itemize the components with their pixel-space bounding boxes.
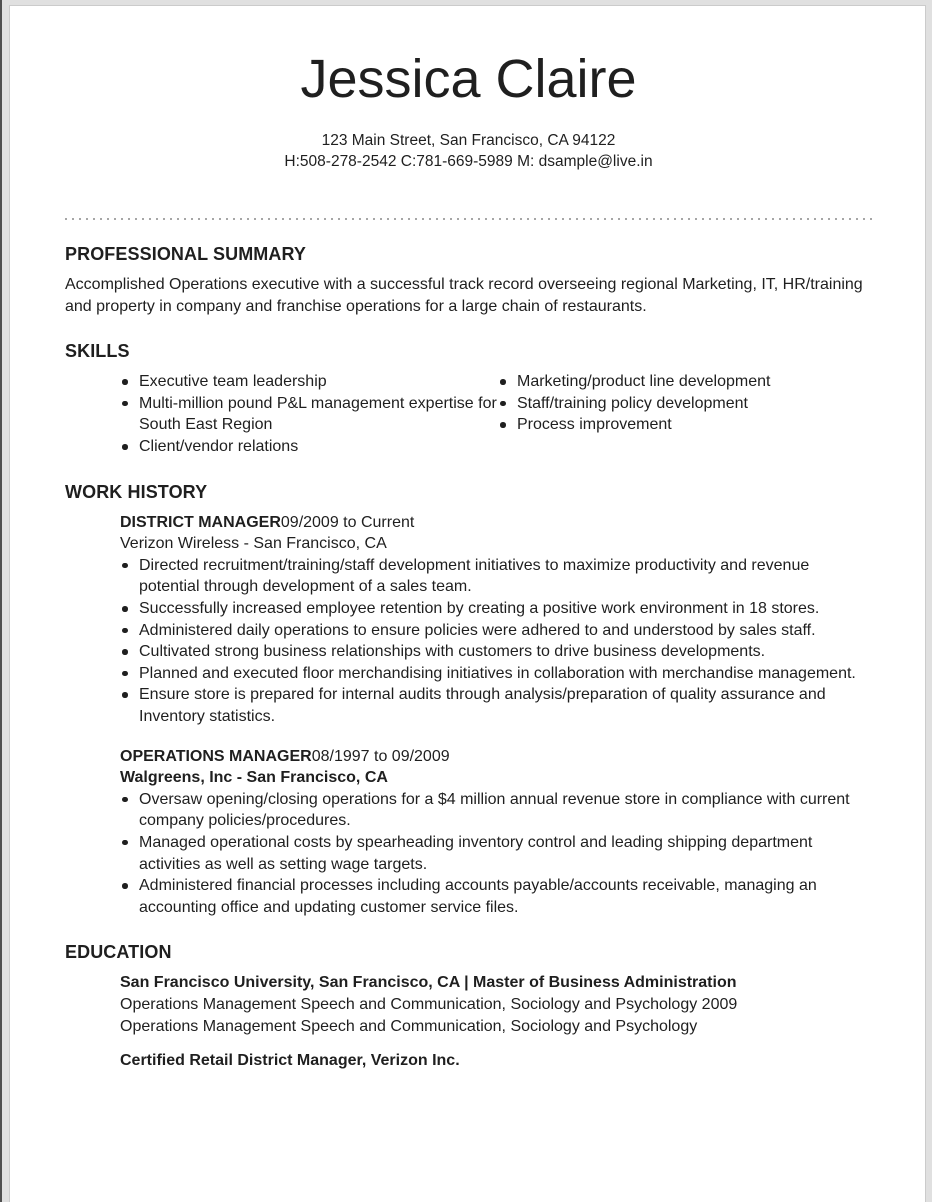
resume-page — [9, 5, 926, 1202]
section-skills — [65, 341, 872, 457]
contact-address: 123 Main Street, San Francisco, CA 94122 — [321, 132, 616, 150]
skill-item: Staff/training policy development — [498, 393, 872, 415]
education-heading: EDUCATION — [65, 942, 172, 963]
job-title: OPERATIONS MANAGER — [120, 747, 312, 765]
window-left-edge — [0, 0, 2, 1202]
job-title-line — [120, 512, 872, 534]
education-block — [120, 972, 872, 1071]
job-entry-operations-manager — [120, 746, 872, 919]
skills-list-left — [120, 371, 498, 457]
education-degree-line: San Francisco University, San Francisco, CA | Master of Business Administration — [120, 974, 737, 992]
education-detail-line: Operations Management Speech and Communication, Sociology and Psychology 2009 — [120, 995, 738, 1013]
professional-summary-heading: PROFESSIONAL SUMMARY — [65, 244, 307, 265]
skill-item: Marketing/product line development — [498, 371, 872, 393]
section-professional-summary — [65, 244, 872, 317]
job-bullet-list — [120, 555, 872, 728]
job-bullet: Administered financial processes including accounts payable/accounts receivable, managing an accounting office and updating customer service files. — [120, 875, 872, 918]
job-bullet: Cultivated strong business relationships with customers to drive business developments. — [120, 641, 872, 663]
skill-item: Process improvement — [498, 414, 872, 436]
job-title-line — [120, 746, 872, 768]
skill-item: Multi-million pound P&L management expertise for South East Region — [120, 393, 498, 436]
contact-phones-email: H:508-278-2542 C:781-669-5989 M: dsample@live.in — [284, 153, 653, 171]
job-bullet-list — [120, 789, 872, 919]
skills-columns — [120, 371, 872, 457]
candidate-name: Jessica Claire — [300, 49, 637, 109]
skill-item: Client/vendor relations — [120, 436, 498, 458]
dotted-divider — [65, 218, 872, 220]
resume-header — [65, 48, 872, 172]
job-bullet: Managed operational costs by spearheading inventory control and leading shipping department activities as well as setting wage targets. — [120, 832, 872, 875]
education-certification: Certified Retail District Manager, Verizon Inc. — [120, 1052, 460, 1070]
section-education — [65, 942, 872, 1071]
job-bullet: Planned and executed floor merchandising initiatives in collaboration with merchandise management. — [120, 663, 872, 685]
job-entry-district-manager — [120, 512, 872, 728]
education-detail-line: Operations Management Speech and Communication, Sociology and Psychology — [120, 1017, 698, 1035]
job-bullet: Oversaw opening/closing operations for a $4 million annual revenue store in compliance with current company policies/procedures. — [120, 789, 872, 832]
job-bullet: Ensure store is prepared for internal audits through analysis/preparation of quality assurance and Inventory statistics. — [120, 684, 872, 727]
job-dates: 08/1997 to 09/2009 — [311, 747, 450, 765]
skills-heading: SKILLS — [65, 341, 130, 362]
job-company: Walgreens, Inc - San Francisco, CA — [120, 769, 388, 787]
job-company: Verizon Wireless - San Francisco, CA — [120, 535, 387, 553]
skills-list-right — [498, 371, 872, 457]
job-bullet: Directed recruitment/training/staff development initiatives to maximize productivity and revenue potential through development of a sales team. — [120, 555, 872, 598]
job-title: DISTRICT MANAGER — [120, 513, 281, 531]
job-bullet: Administered daily operations to ensure policies were adhered to and understood by sales staff. — [120, 620, 872, 642]
job-bullet: Successfully increased employee retention by creating a positive work environment in 18 stores. — [120, 598, 872, 620]
section-work-history — [65, 482, 872, 919]
professional-summary-text: Accomplished Operations executive with a successful track record overseeing regional Marketing, IT, HR/training and property in company and franchise operations for a large chain of restaurants. — [65, 276, 863, 315]
job-dates: 09/2009 to Current — [280, 513, 415, 531]
contact-block — [65, 130, 872, 172]
work-history-heading: WORK HISTORY — [65, 481, 208, 502]
skill-item: Executive team leadership — [120, 371, 498, 393]
